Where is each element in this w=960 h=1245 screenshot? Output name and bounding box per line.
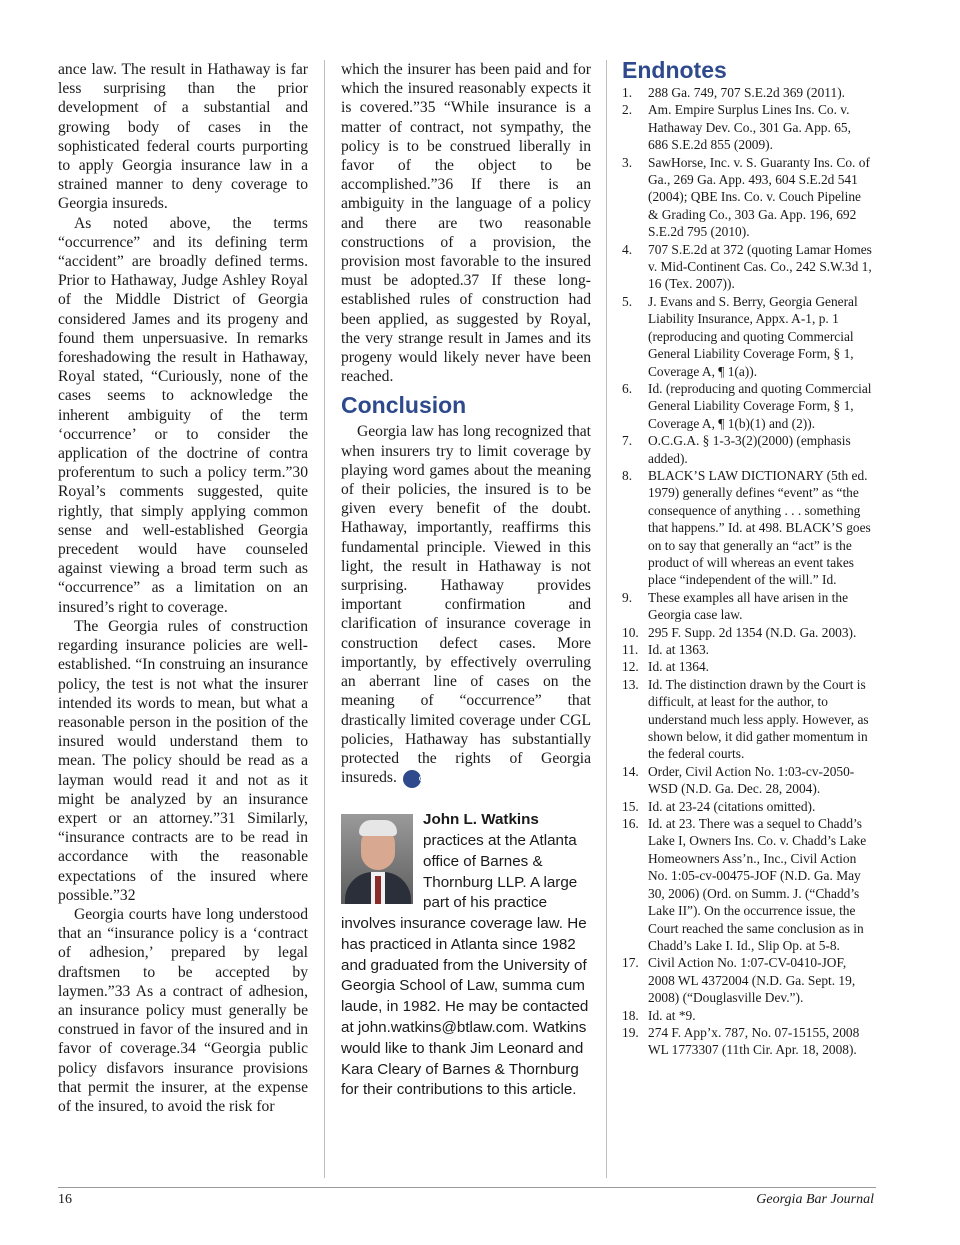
author-bio: [341, 810, 591, 1101]
endnote-number: 19.: [622, 1024, 639, 1040]
endnote-number: 2.: [622, 102, 633, 118]
author-bio-text: practices at the Atlanta office of Barnes & Thornburg LLP. A large part of his practice involves insurance coverage law. He has practiced in Atlanta since 1982 and graduated from the University of Georgia School of Law, summa cum laude, in 1982. He may be contacted at john.watkins@btlaw.com. Watkins would like to thank Jim Leonard and Kara Cleary of Barnes & Thornburg for their contributions to this article.: [341, 831, 589, 1099]
endnotes-heading: Endnotes: [622, 57, 727, 83]
endnote-number: 14.: [622, 763, 639, 779]
endnote-number: 9.: [622, 589, 633, 605]
endnote-text: Id. at 1363.: [648, 642, 709, 657]
endnote-number: 18.: [622, 1007, 639, 1023]
endnote-number: 17.: [622, 955, 639, 971]
journal-title: Georgia Bar Journal: [756, 1192, 874, 1207]
endnotes-column: [622, 57, 874, 1059]
endnote-item: [622, 293, 874, 380]
endnote-text: Id. The distinction drawn by the Court is difficult, at least for the author, to understand much less apply. However, as shown below, it did gather momentum in the federal courts.: [648, 676, 869, 762]
endnote-number: 16.: [622, 816, 639, 832]
author-photo: [341, 814, 413, 904]
column-divider: [324, 60, 325, 1178]
endnote-item: [622, 432, 874, 467]
endnote-item: [622, 676, 874, 763]
footer-divider: [58, 1187, 876, 1188]
endnote-text: 707 S.E.2d at 372 (quoting Lamar Homes v. Mid-Continent Cas. Co., 242 S.W.3d 1, 16 (Tex. 2007)).: [648, 241, 872, 292]
endnote-number: 13.: [622, 676, 639, 692]
endnote-number: 12.: [622, 659, 639, 675]
endnote-text: Id. at 1364.: [648, 659, 709, 675]
endnote-item: [622, 380, 874, 432]
endnote-text: SawHorse, Inc. v. S. Guaranty Ins. Co. of Ga., 269 Ga. App. 493, 604 S.E.2d 541 (2004); QBE Ins. Co. v. Couch Pipeline & Grading Co., 303 Ga. App. 196, 692 S.E.2d 795 (2010).: [648, 154, 870, 240]
endnote-text: Civil Action No. 1:07-CV-0410-JOF, 2008 WL 4372004 (N.D. Ga. Sept. 19, 2008) (“Douglasville Dev.”).: [648, 955, 856, 1006]
endnote-text: Id. at *9.: [648, 1007, 696, 1023]
endnote-item: [622, 658, 874, 675]
endnote-text: 274 F. App’x. 787, No. 07-15155, 2008 WL 1773307 (11th Cir. Apr. 18, 2008).: [648, 1024, 860, 1058]
endnote-number: 6.: [622, 380, 633, 396]
endnote-text: Id. at 23-24 (citations omitted).: [648, 798, 816, 814]
body-paragraph: Georgia courts have long understood that an “insurance policy is a ‘contract of adhesion,’ prepared by legal draftsmen to be accepted by laymen.”33 As a contract of adhesion, an insurance policy must generally be construed in favor of the insured and in favor of coverage.34 “Georgia public policy disfavors insurance provisions that permit the insurer, at the expense of the insured, to avoid the risk for: [58, 905, 308, 1115]
endnote-text: Id. (reproducing and quoting Commercial General Liability Coverage Form, § 1, Coverage A, ¶ 1(b)(1) and (2)).: [648, 380, 872, 431]
endnote-text: O.C.G.A. § 1-3-3(2)(2000) (emphasis added).: [648, 433, 851, 466]
endnote-item: [622, 954, 874, 1006]
endnote-item: [622, 763, 874, 798]
endnote-text: Id. at 23. There was a sequel to Chadd’s Lake I, Owners Ins. Co. v. Chadd’s Lake Homeowners Ass’n., Inc., Civil Action No. 1:05-cv-00475-JOF (N.D. Ga. May 30, 2006) (Ord. on Summ. J. (“Chadd’s Lake II”). On the occurrence issue, the Court reached the same conclusion as in Chadd’s Lake I. Id., Slip Op. at 5-8.: [648, 816, 867, 953]
endnote-item: [622, 815, 874, 954]
endnote-number: 8.: [622, 467, 633, 483]
conclusion-paragraph: [341, 422, 591, 788]
conclusion-heading: Conclusion: [341, 392, 467, 419]
endnote-number: 7.: [622, 433, 633, 449]
endnote-number: 10.: [622, 624, 639, 640]
endnote-item: [622, 84, 874, 101]
endnote-text: Am. Empire Surplus Lines Ins. Co. v. Hathaway Dev. Co., 301 Ga. App. 65, 686 S.E.2d 855 (2009).: [648, 102, 851, 153]
body-paragraph: which the insurer has been paid and for which the insured reasonably expects it is covered.”35 “While insurance is a matter of contract, not sympathy, the policy is to be construed liberally in favor of the object to be accomplished.”36 If there is an ambiguity in the language of a policy and there are two reasonable constructions of a provision, the provision most favorable to the insured must be adopted.37 If these long-established rules of construction had been applied, as suggested by Royal, the very strange result in James and its progeny would likely never have been reached.: [341, 61, 591, 386]
endnote-item: [622, 241, 874, 293]
endnote-text: These examples all have arisen in the Georgia case law.: [648, 589, 849, 623]
endnote-number: 4.: [622, 241, 633, 257]
endnotes-list: [622, 84, 874, 1059]
endnote-item: [622, 467, 874, 589]
column-divider: [606, 60, 607, 1178]
endnote-number: 1.: [622, 85, 633, 100]
endnote-text: J. Evans and S. Berry, Georgia General Liability Insurance, Appx. A-1, p. 1 (reproducing and quoting Commercial General Liability Coverage Form, § 1, Coverage A, ¶ 1(a)).: [648, 293, 858, 379]
body-paragraph: As noted above, the terms “occurrence” and its defining term “accident” are broadly defined terms. Prior to Hathaway, Judge Ashley Royal of the Middle District of Georgia considered James and its progeny and found them unpersuasive. In remarks foreshadowing the result in Hathaway, Royal stated, “Curiously, none of the cases seems to acknowledge the inherent ambiguity of the term ‘occurrence’ or to consider the application of the doctrine of contra proferentum to such a policy term.”30 Royal’s comments suggested, quite rightly, that simply applying common sense and well-established Georgia precedent would have counseled against viewing a broad term such as “occurrence” as a limitation on an insured’s right to coverage.: [58, 214, 308, 616]
endnote-item: [622, 624, 874, 641]
endnote-text: 295 F. Supp. 2d 1354 (N.D. Ga. 2003).: [648, 624, 857, 640]
endnote-number: 5.: [622, 293, 633, 309]
page-number: 16: [58, 1192, 72, 1207]
endnote-item: [622, 641, 874, 658]
article-column-2: [341, 60, 591, 1101]
endnote-number: 3.: [622, 154, 633, 170]
conclusion-text: Georgia law has long recognized that when insurers try to limit coverage by playing word games about the meaning of their policies, the insured is to be given every benefit of the doubt. Hathaway, importantly, reaffirms this fundamental principle. Viewed in this light, the result in Hathaway is not surprising. Hathaway provides important confirmation and clarification of insurance coverage in construction defect cases. More importantly, by effectively overruling an aberrant line of cases on the meaning of “occurrence” that drastically limited coverage under CGL policies, Hathaway has substantially protected the rights of Georgia insureds.: [341, 423, 591, 787]
body-paragraph: The Georgia rules of construction regarding insurance policies are well-established. “In construing an insurance policy, the test is not what the insurer intended its words to mean, but what a reasonable person in the position of the insured would understand them to mean. The policy should be read as a layman would read it and not as it might be analyzed by an insurance expert or an attorney.”31 Similarly, “insurance contracts are to be read in accordance with the reasonable expectations of the insured where possible.”32: [58, 617, 308, 904]
body-paragraph: ance law. The result in Hathaway is far less surprising than the prior development of a substantial and growing body of cases in the sophisticated federal courts purporting to apply Georgia insurance law in a strained manner to deny coverage to Georgia insureds.: [58, 61, 308, 213]
article-column-1: [58, 60, 308, 1116]
endnote-number: 11.: [622, 642, 639, 657]
endnote-item: [622, 154, 874, 241]
endnote-item: [622, 1007, 874, 1024]
endnote-item: [622, 589, 874, 624]
endnote-item: [622, 798, 874, 815]
author-name: John L. Watkins: [423, 811, 539, 829]
endnote-number: 15.: [622, 798, 639, 814]
endnote-text: 288 Ga. 749, 707 S.E.2d 369 (2011).: [648, 85, 846, 100]
endnote-text: Order, Civil Action No. 1:03-cv-2050-WSD (N.D. Ga. Dec. 28, 2004).: [648, 763, 855, 797]
endnote-text: BLACK’S LAW DICTIONARY (5th ed. 1979) generally defines “event” as “the consequence of anything . . . something that happens.” Id. at 498. BLACK’S goes on to say that generally an “act” is the product of will whereas an event takes place “independent of the will.” Id.: [648, 467, 871, 588]
endnote-item: [622, 101, 874, 153]
endnote-item: [622, 1024, 874, 1059]
gbj-end-mark-icon: GBJ: [403, 770, 421, 788]
